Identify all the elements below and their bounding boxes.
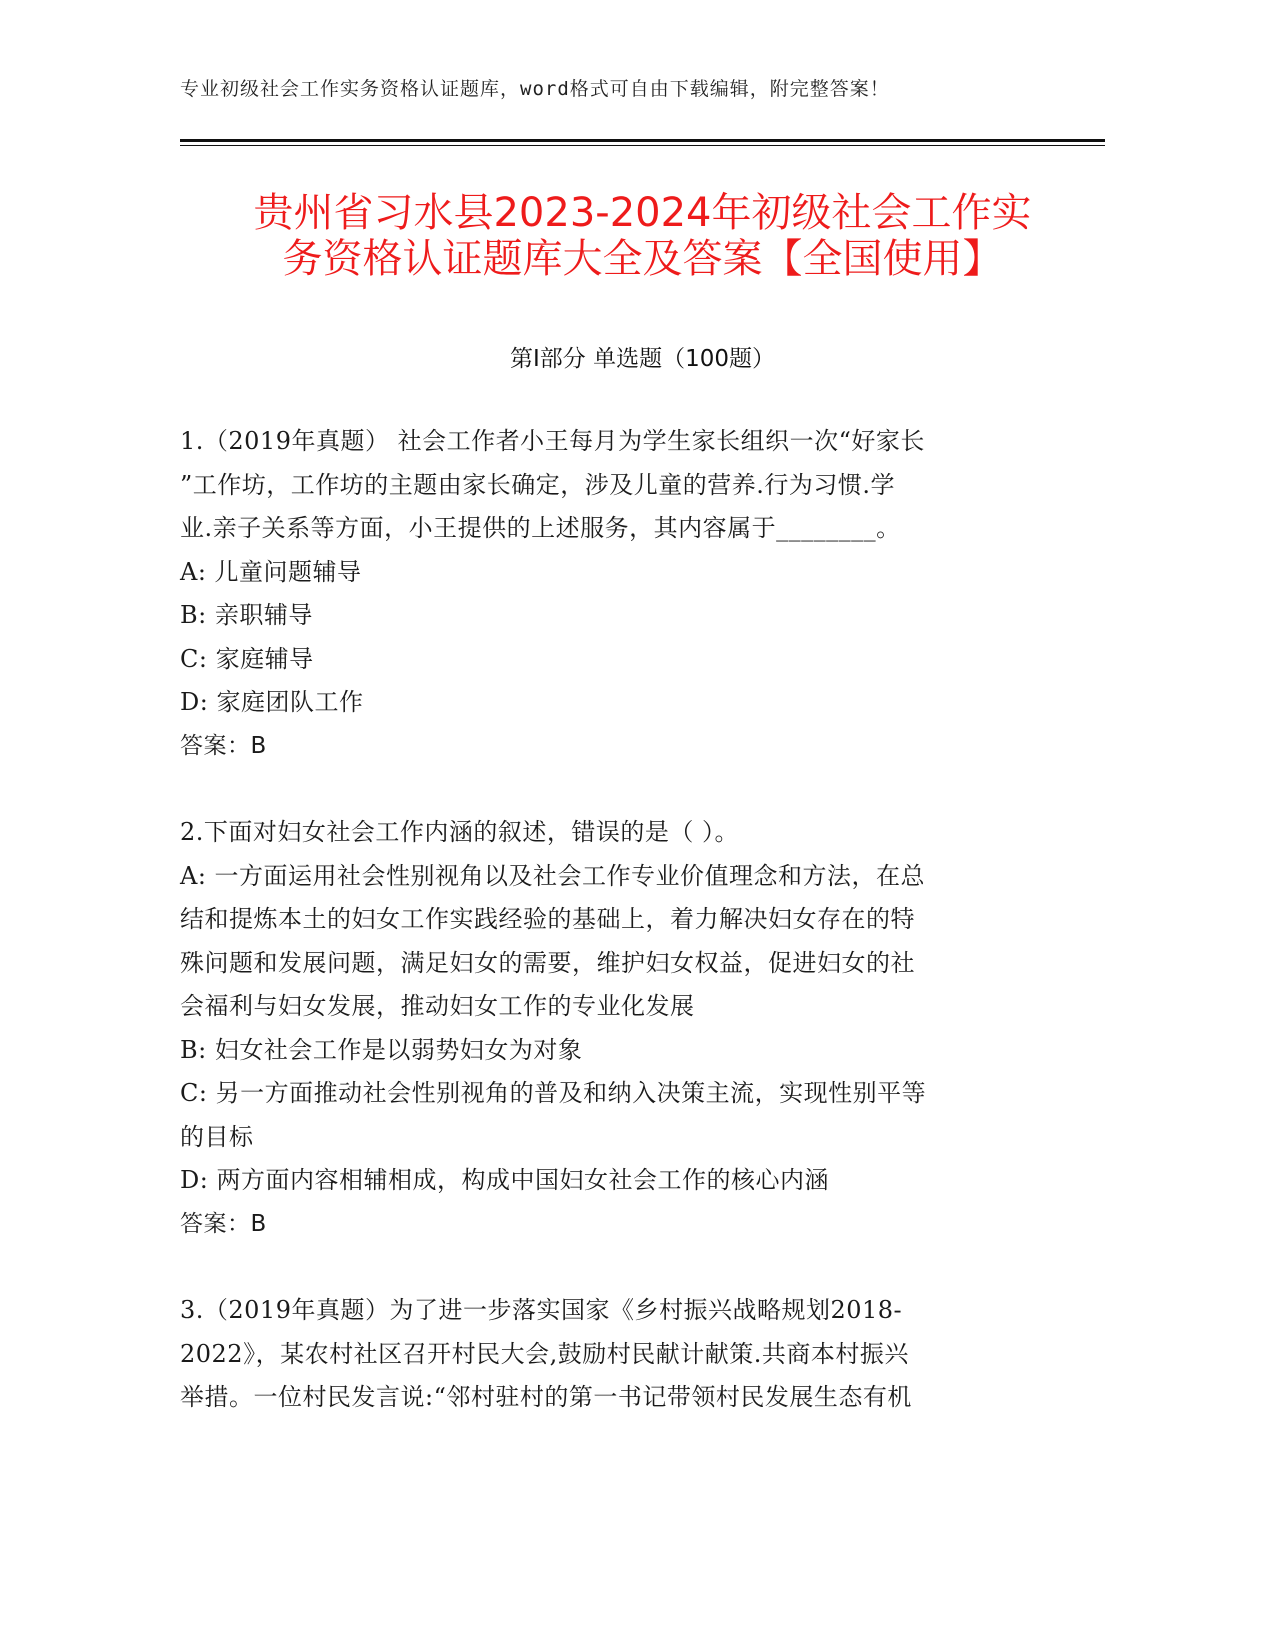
option-d: D: 两方面内容相辅相成，构成中国妇女社会工作的核心内涵	[180, 1166, 829, 1194]
title-line-2: 务资格认证题库大全及答案【全国使用】	[282, 236, 1003, 282]
option-a: A: 儿童问题辅导	[180, 557, 362, 586]
option-c-line: 的目标	[180, 1122, 254, 1151]
option-a-line: 结和提炼本土的妇女工作实践经验的基础上，着力解决妇女存在的特	[180, 905, 915, 933]
question-text-line: 2.下面对妇女社会工作内涵的叙述，错误的是（ ）。	[180, 818, 740, 846]
option-a-line: 殊问题和发展问题，满足妇女的需要，维护妇女权益，促进妇女的社	[180, 948, 915, 977]
option-a-line: 会福利与妇女发展，推动妇女工作的专业化发展	[180, 992, 695, 1020]
section-heading: 第Ⅰ部分 单选题（100题）	[510, 346, 775, 372]
answer: 答案：B	[180, 1210, 267, 1237]
option-a-line: A: 一方面运用社会性别视角以及社会工作专业价值理念和方法，在总	[180, 861, 926, 890]
option-c: C: 家庭辅导	[180, 644, 314, 673]
option-d: D: 家庭团队工作	[180, 688, 364, 716]
question-text-line: 举措。一位村民发言说:“邻村驻村的第一书记带领村民发展生态有机	[180, 1383, 912, 1411]
document-title	[150, 190, 1135, 282]
title-line-1: 贵州省习水县2023-2024年初级社会工作实	[253, 190, 1032, 236]
question-text-line: 1.（2019年真题） 社会工作者小王每月为学生家长组织一次“好家长	[180, 427, 925, 455]
answer: 答案：B	[180, 732, 267, 759]
header-rule-thick	[180, 139, 1105, 142]
question-1	[180, 420, 1040, 768]
question-text-line: ”工作坊，工作坊的主题由家长确定，涉及儿童的营养.行为习惯.学	[180, 470, 896, 499]
page-header: 专业初级社会工作实务资格认证题库，word格式可自由下载编辑，附完整答案！	[180, 78, 890, 100]
question-text-line: 3.（2019年真题）为了进一步落实国家《乡村振兴战略规划2018-	[180, 1296, 903, 1324]
header-rule-thin	[180, 145, 1105, 146]
option-c-line: C: 另一方面推动社会性别视角的普及和纳入决策主流，实现性别平等	[180, 1079, 927, 1107]
question-list	[180, 420, 1040, 1463]
option-b: B: 亲职辅导	[180, 601, 313, 629]
option-b: B: 妇女社会工作是以弱势妇女为对象	[180, 1035, 583, 1064]
question-2	[180, 811, 1040, 1246]
question-text-line: 2022》，某农村社区召开村民大会,鼓励村民献计献策.共商本村振兴	[180, 1339, 909, 1368]
question-text-line: 业.亲子关系等方面，小王提供的上述服务，其内容属于________。	[180, 514, 901, 542]
question-3	[180, 1289, 1040, 1420]
